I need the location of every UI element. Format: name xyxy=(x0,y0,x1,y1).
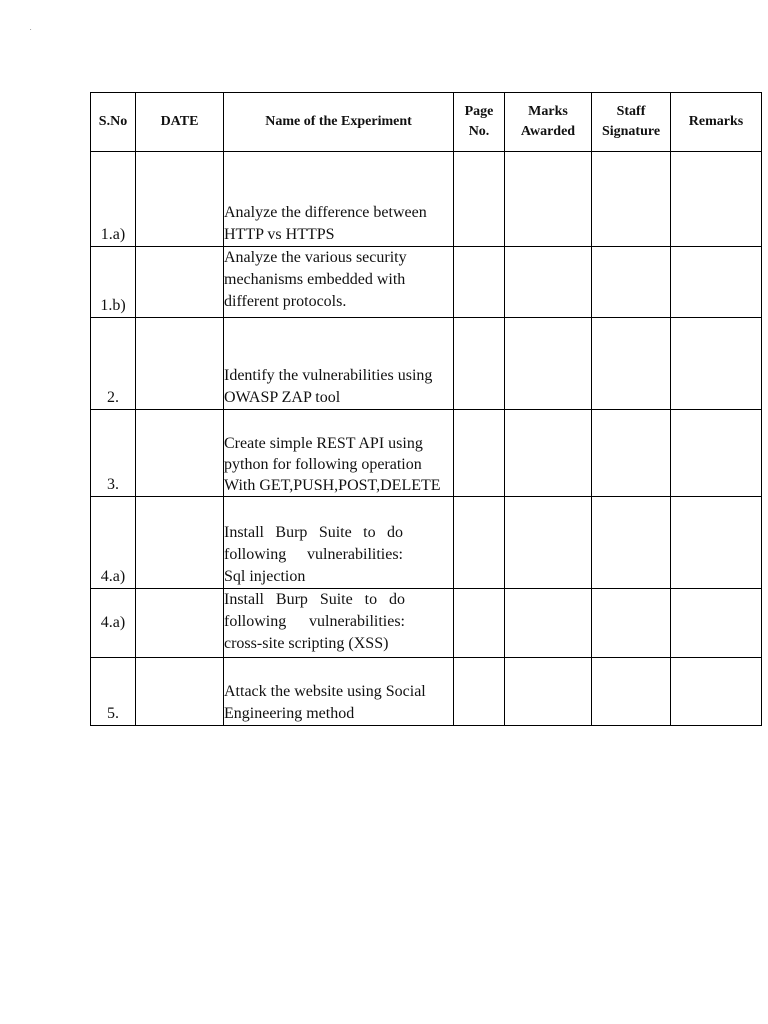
cell-experiment-name: Analyze the difference between HTTP vs HTTPS xyxy=(224,152,454,247)
cell-sno: 1.b) xyxy=(91,247,136,318)
table-row xyxy=(91,497,762,589)
header-sno: S.No xyxy=(91,93,136,152)
cell-experiment-name: Create simple REST API using python for following operation With GET,PUSH,POST,DELETE xyxy=(224,410,454,497)
header-date: DATE xyxy=(136,93,224,152)
cell-date xyxy=(136,658,224,726)
cell-experiment-name: Attack the website using Social Engineering method xyxy=(224,658,454,726)
cell-marks-awarded xyxy=(505,497,592,589)
cell-sno: 2. xyxy=(91,318,136,410)
page-mark: . xyxy=(30,26,32,32)
cell-experiment-name: Install Burp Suite to do following vulnerabilities: Sql injection xyxy=(224,497,454,589)
cell-sno: 4.a) xyxy=(91,497,136,589)
cell-marks-awarded xyxy=(505,152,592,247)
cell-remarks xyxy=(671,658,762,726)
cell-marks-awarded xyxy=(505,589,592,658)
table-row xyxy=(91,410,762,497)
cell-remarks xyxy=(671,497,762,589)
cell-date xyxy=(136,589,224,658)
cell-staff-signature xyxy=(592,247,671,318)
cell-page-no xyxy=(454,318,505,410)
cell-staff-signature xyxy=(592,658,671,726)
cell-page-no xyxy=(454,247,505,318)
cell-page-no xyxy=(454,152,505,247)
cell-staff-signature xyxy=(592,152,671,247)
cell-remarks xyxy=(671,589,762,658)
header-remarks: Remarks xyxy=(671,93,762,152)
table-row xyxy=(91,152,762,247)
cell-marks-awarded xyxy=(505,247,592,318)
cell-experiment-name: Analyze the various security mechanisms embedded with different protocols. xyxy=(224,247,454,318)
cell-staff-signature xyxy=(592,497,671,589)
header-experiment-name: Name of the Experiment xyxy=(224,93,454,152)
cell-remarks xyxy=(671,318,762,410)
cell-marks-awarded xyxy=(505,318,592,410)
table-row xyxy=(91,318,762,410)
cell-sno: 5. xyxy=(91,658,136,726)
cell-staff-signature xyxy=(592,589,671,658)
cell-page-no xyxy=(454,410,505,497)
cell-sno: 4.a) xyxy=(91,589,136,658)
cell-page-no xyxy=(454,497,505,589)
cell-staff-signature xyxy=(592,318,671,410)
cell-sno: 3. xyxy=(91,410,136,497)
cell-date xyxy=(136,152,224,247)
cell-date xyxy=(136,247,224,318)
cell-sno: 1.a) xyxy=(91,152,136,247)
cell-experiment-name: Identify the vulnerabilities using OWASP ZAP tool xyxy=(224,318,454,410)
cell-staff-signature xyxy=(592,410,671,497)
header-page-no: Page No. xyxy=(454,93,505,152)
cell-marks-awarded xyxy=(505,658,592,726)
cell-date xyxy=(136,318,224,410)
header-marks-awarded: Marks Awarded xyxy=(505,93,592,152)
cell-remarks xyxy=(671,247,762,318)
cell-remarks xyxy=(671,410,762,497)
cell-page-no xyxy=(454,658,505,726)
table-row xyxy=(91,589,762,658)
table-row xyxy=(91,658,762,726)
experiment-index-table xyxy=(90,92,762,726)
cell-date xyxy=(136,497,224,589)
table-row xyxy=(91,247,762,318)
cell-remarks xyxy=(671,152,762,247)
cell-page-no xyxy=(454,589,505,658)
header-staff-signature: Staff Signature xyxy=(592,93,671,152)
table-header-row xyxy=(91,93,762,152)
cell-marks-awarded xyxy=(505,410,592,497)
cell-experiment-name: Install Burp Suite to do following vulnerabilities: cross-site scripting (XSS) xyxy=(224,589,454,658)
cell-date xyxy=(136,410,224,497)
